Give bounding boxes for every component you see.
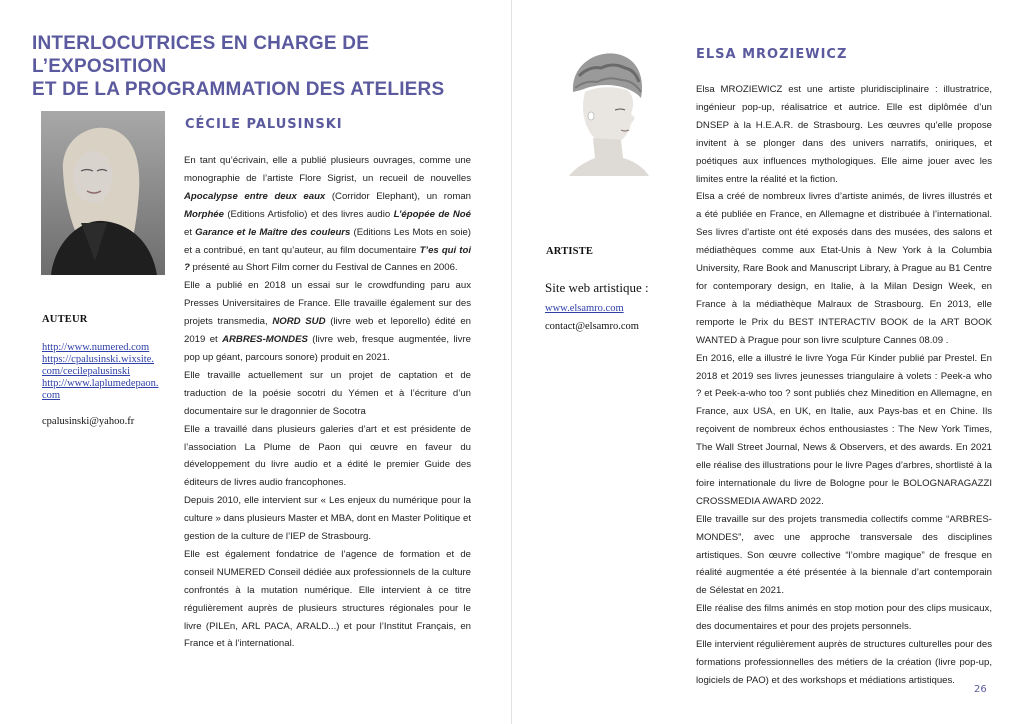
elsa-bio-paragraph: En 2016, elle a illustré le livre Yoga Für Kinder publié par Prestel. En 2018 et 2019 ses livres jeunesses triangulaire à volets : Peek-a who ? et Peek-a-who too ? sont publiés chez Minedition en Allemagne, en France, aux USA, en UK, en Italie, aux Pays-bas et en Chine. Ils reçoivent de nombreux échos enthousiastes : The New York Times, The Wall Street Journal, News & Observers, et des awards. En 2021 elle réalise des illustrations pour le livre Pages d’arbres, shortlisté à la foire internationale du livre de Bologne pour le BOLOGNARAGAZZI CROSSMEDIA AWARD 2022. [696,352,992,507]
cecile-bio-paragraph: Elle est également fondatrice de l’agence de formation et de conseil NUMERED Conseil dédiée aux professionnels de la culture confrontés à la mutation numérique. Elle intervient à ce titre régulièrement auprès de plusieurs structures régionales pour le livre (PILEn, ARL PACA, ARALD...) et pour l’Institut Français, en France et à l’international. [184,548,471,650]
cecile-email: cpalusinski@yahoo.fr [42,416,135,427]
elsa-email: contact@elsamro.com [545,321,639,332]
elsamro-link[interactable]: www.elsamro.com [545,303,624,314]
elsa-contact-block [545,282,675,333]
cecile-bio-paragraph: Elle a publié en 2018 un essai sur le crowdfunding paru aux Presses Universitaires de France. Elle travaille également sur des projets transmedia, NORD SUD (livre web et leporello) édité en 2019 et ARBRES-MONDES (livre web, fresque augmentée, livre pop up géant, parcours sonore) produit en 2021. [184,280,471,363]
elsa-bio-paragraph: Elle travaille sur des projets transmedia collectifs comme “ARBRES-MONDES”, avec une approche transversale des disciplines artistiques. Son œuvre collective “l’ombre magique” de fresque en réalité augmentée a été présentée à la biennale d’art contemporain de Sélestat en 2021. [696,513,992,597]
cecile-bio [184,152,471,653]
page-title-line-2: ET DE LA PROGRAMMATION DES ATELIERS [32,79,445,100]
portrait-photo-icon [41,111,165,275]
numered-link[interactable]: http://www.numered.com [42,342,150,353]
elsa-bio-paragraph: Elsa MROZIEWICZ est une artiste pluridisciplinaire : illustratrice, ingénieur pop-up, réalisatrice et autrice. Elle est diplômée d’un DNSEP à la H.E.A.R. de Strasbourg. Les œuvres qu’elle propose invitent à se plonger dans des univers narratifs, oniriques, et poétiques aux influences mythologiques. Elle aime jouer avec les limites entre la réalité et la fiction. [696,84,992,185]
laplumedepaon-link-line-1: http://www.laplumedepaon. [42,378,159,389]
elsa-bio-paragraph: Elsa a créé de nombreux livres d’artiste animés, de livres illustrés et a été publiée en France, en Allemagne et distribuée à l’international. Ses livres d’artiste ont été exposés dans des musées, des salons et médiathèques comme aux Etat-Unis à New York à la Columbia University, Rare Book and Manuscript Library, à Prague au B1 Centre for contemporary design, en Italie, à la Milan Design Week, en France à la médiathèque Malraux de Strasbourg. En 2013, elle remporte le Prix du BEST INTERACTIV BOOK de la ART BOOK WANTED à Prague pour son livre sculpture Cannes 08.09 . [696,191,992,346]
cecile-bio-paragraph: Depuis 2010, elle intervient sur « Les enjeux du numérique pour la culture » dans plusieurs Master et MBA, dont en Master Politique et gestion de la culture de l’IEP de Strasbourg. [184,495,471,543]
laplumedepaon-link-line-2: com [42,390,61,401]
cecile-bio-paragraph: Elle a travaillé dans plusieurs galeries d’art et est présidente de l’association La Plume de Paon qui œuvre en faveur du développement du livre audio et a édité le premier Guide des éditeurs de livres audio francophones. [184,423,471,489]
cecile-bio-paragraph: Elle travaille actuellement sur un projet de captation et de traduction de la poésie socotri du Yémen et à l’écriture d’un documentaire sur le dragonnier de Socotra [184,369,471,417]
wixsite-link[interactable] [42,354,172,378]
portrait-photo-icon [545,46,669,176]
elsa-name-heading: ELSA MROZIEWICZ [696,47,848,62]
page-title-line-1: INTERLOCUTRICES EN CHARGE DE L’EXPOSITION [32,33,370,77]
cecile-contact-block [42,342,172,428]
page-number: 26 [974,684,987,695]
cecile-portrait-photo [41,111,165,275]
elsa-portrait-photo [545,46,669,176]
elsa-role-label: ARTISTE [546,246,594,257]
page-divider [511,0,512,724]
page-title [32,32,502,101]
elsa-bio-paragraph: Elle intervient régulièrement auprès de structures culturelles pour des formations professionnelles des métiers de la création (livre pop-up, logiciels de PAO) et des workshops et médiations artistiques. [696,639,992,686]
elsa-bio-paragraph: Elle réalise des films animés en stop motion pour des clips musicaux, des documentaires et pour des projets personnels. [696,603,992,633]
wixsite-link-line-2: com/cecilepalusinski [42,366,131,377]
cecile-name-heading: CÉCILE PALUSINSKI [185,117,343,132]
laplumedepaon-link[interactable] [42,378,172,402]
elsa-bio [696,81,992,690]
wixsite-link-line-1: https://cpalusinski.wixsite. [42,354,154,365]
cecile-role-label: AUTEUR [42,314,88,325]
site-web-title: Site web artistique : [545,280,649,295]
cecile-bio-paragraph: En tant qu’écrivain, elle a publié plusieurs ouvrages, comme une monographie de l’artiste Flore Sigrist, un recueil de nouvelles Apocalypse entre deux eaux (Corridor Elephant), un roman Morphée (Editions Artisfolio) et des livres audio L’épopée de Noé et Garance et le Maître des couleurs (Editions Les Mots en soie) et a contribué, en tant qu’auteur, au film documentaire T’es qui toi ? présenté au Short Film corner du Festival de Cannes en 2006. [184,155,471,274]
